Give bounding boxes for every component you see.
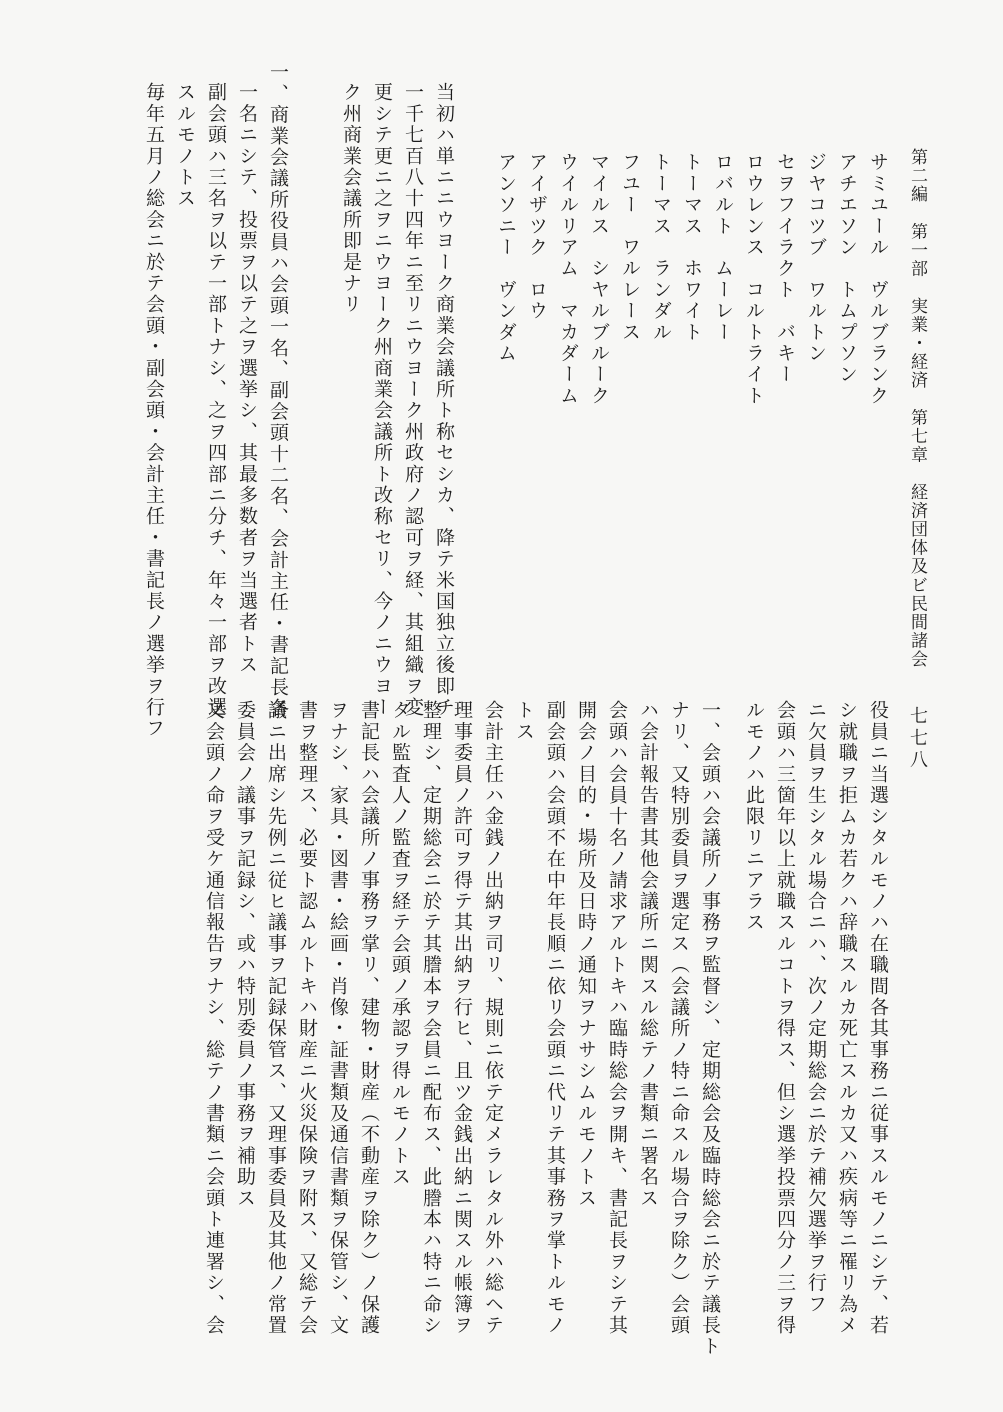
text-line: 書ヲ整理ス、必要ト認ムルトキハ財産ニ火災保険ヲ附ス、又総テ会 [296, 700, 318, 1336]
text-line: 開会ノ目的・場所及日時ノ通知ヲナサシムルモノトス [575, 700, 597, 1209]
text-line: ナリ、又特別委員ヲ選定ス（会議所ノ特ニ命スル場合ヲ除ク）会頭 [668, 700, 690, 1336]
text-line: ク州商業会議所即是ナリ [340, 82, 362, 316]
text-line: シ就職ヲ拒ムカ若クハ辞職スルカ死亡スルカ又ハ疾病等ニ罹リ為メ [836, 700, 858, 1336]
text-line: 書記長ハ会議所ノ事務ヲ掌リ、建物・財産（不動産ヲ除ク）ノ保護 [358, 700, 380, 1336]
member-name: ロウレンス コルトライト [743, 152, 765, 407]
member-name: ウイルリアム マカダーム [557, 152, 579, 407]
text-line: 委員会ノ議事ヲ記録シ、或ハ特別委員ノ事務ヲ補助ス [234, 700, 256, 1209]
text-line: 議ニ出席シ先例ニ従ヒ議事ヲ記録保管ス、又理事委員及其他ノ常置 [265, 700, 287, 1336]
text-line: ニ欠員ヲ生シタル場合ニハ、次ノ定期総会ニ於テ補欠選挙ヲ行フ [805, 700, 827, 1315]
text-line: 副会頭ハ三名ヲ以テ一部トナシ、之ヲ四部ニ分チ、年々一部ヲ改選 [205, 82, 227, 718]
member-name: フユー ワルレース [619, 152, 641, 343]
member-name: アイザツク ロウ [526, 152, 548, 322]
text-line: スルモノトス [174, 82, 196, 210]
member-name: トーマス ホワイト [681, 152, 703, 343]
text-line: 会頭ハ会員十名ノ請求アルトキハ臨時総会ヲ開キ、書記長ヲシテ其 [606, 700, 628, 1336]
text-line: 一千七百八十四年ニ至リニウヨーク州政府ノ認可ヲ経、其組織ヲ変 [402, 82, 424, 718]
member-name: サミユール ヴルブランク [867, 152, 889, 407]
text-line: 毎年五月ノ総会ニ於テ会頭・副会頭・会計主任・書記長ノ選挙ヲ行フ [143, 82, 165, 740]
text-line: ヲナシ、家具・図書・絵画・肖像・証書類及通信書類ヲ保管シ、文 [327, 700, 349, 1336]
member-name: アンソニー ヴンダム [495, 152, 517, 364]
text-line: 整理シ、定期総会ニ於テ其謄本ヲ会員ニ配布ス、此謄本ハ特ニ命シ [420, 700, 442, 1336]
member-name: アチエソン トムプソン [836, 152, 858, 386]
text-line: 副会頭ハ会頭不在中年長順ニ依リ会頭ニ代リテ其事務ヲ掌トルモノ [544, 700, 566, 1336]
member-name: ジヤコツブ ワルトン [805, 152, 827, 364]
text-line: 一、会頭ハ会議所ノ事務ヲ監督シ、定期総会及臨時総会ニ於テ議長ト [699, 700, 721, 1358]
text-line: 当初ハ単ニニウヨーク商業会議所ト称セシカ、降テ米国独立後即チ [433, 82, 455, 718]
text-line: 一名ニシテ、投票ヲ以テ之ヲ選挙シ、其最多数者ヲ当選者トス [236, 82, 258, 676]
text-line: トス [513, 700, 535, 743]
text-line: 一、商業会議所役員ハ会頭一名、副会頭十二名、会計主任・書記長各 [267, 62, 289, 720]
text-line: 会頭ハ三箇年以上就職スルコトヲ得ス、但シ選挙投票四分ノ三ヲ得 [774, 700, 796, 1336]
text-line: 役員ニ当選シタルモノハ在職間各其事務ニ従事スルモノニシテ、若 [867, 700, 889, 1336]
page-number: 七七八 [907, 706, 928, 772]
text-line: 更シテ更ニ之ヲニウヨーク州商業会議所ト改称セリ、今ノニウヨー [371, 82, 393, 718]
text-line: 理事委員ノ許可ヲ得テ其出納ヲ行ヒ、且ツ金銭出納ニ関スル帳簿ヲ [451, 700, 473, 1337]
text-line: ルモノハ此限リニアラス [743, 700, 765, 934]
text-line: ハ会計報告書其他会議所ニ関スル総テノ書類ニ署名ス [637, 700, 659, 1209]
text-line: 又会頭ノ命ヲ受ケ通信報告ヲナシ、総テノ書類ニ会頭ト連署シ、会 [203, 700, 225, 1336]
member-name: セヲフイラクト バキー [774, 152, 796, 386]
member-name: トーマス ランダル [650, 152, 672, 343]
text-line: 会計主任ハ金銭ノ出納ヲ司リ、規則ニ依テ定メラレタル外ハ総ヘテ [482, 700, 504, 1336]
text-line: タル監査人ノ監査ヲ経テ会頭ノ承認ヲ得ルモノトス [389, 700, 411, 1188]
member-name: マイルス シヤルブルーク [588, 152, 610, 407]
member-name: ロバルト ムーレー [712, 152, 734, 343]
running-title: 第二編 第一部 実業・経済 第七章 経済団体及ビ民間諸会 [907, 148, 927, 669]
